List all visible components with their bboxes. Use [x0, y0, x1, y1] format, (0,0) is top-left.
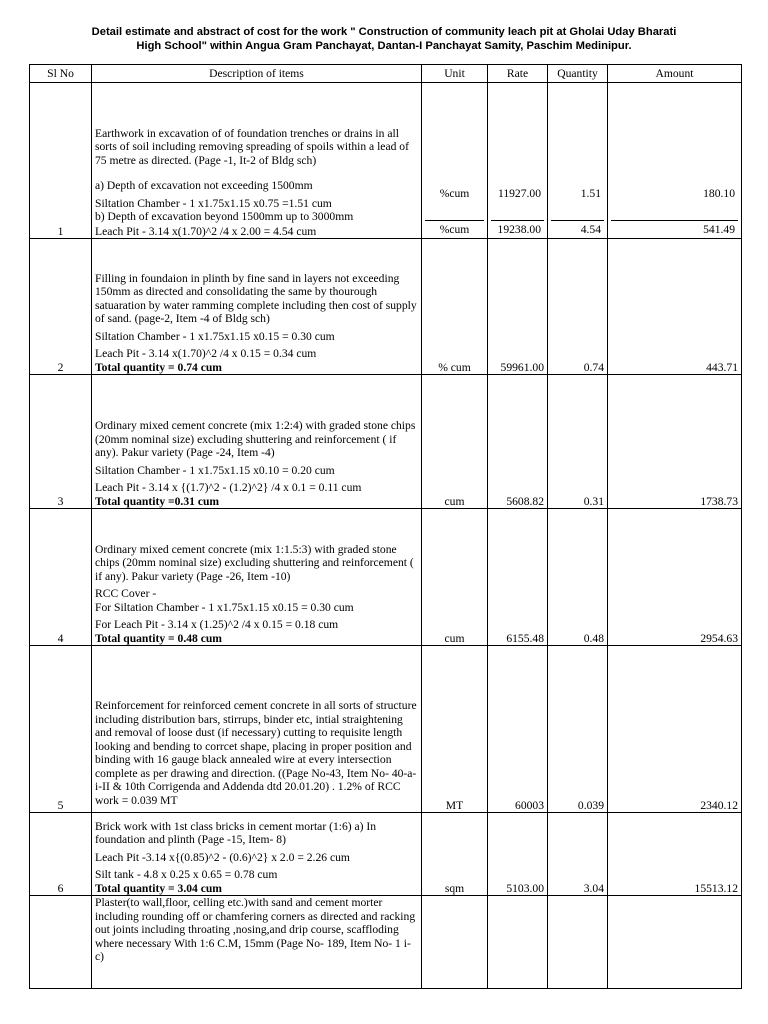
rate-value: 5103.00 [488, 813, 548, 896]
table-row [30, 239, 742, 375]
table-row [30, 83, 742, 239]
header-quantity: Quantity [548, 65, 608, 83]
item-text: Earthwork in excavation of of foundation trenches or drains in all sorts of soil including removing spreading of spoils within a lead of 75 metre as directed. (Page -1, It-2 of Bldg sch) [95, 126, 409, 167]
sl-no [30, 896, 92, 989]
table-row [30, 813, 742, 896]
unit-value: %cum [425, 220, 484, 238]
unit-value: cum [422, 375, 488, 509]
item-text: Reinforcement for reinforced cement concrete in all sorts of structure including distribution bars, stirrups, binder etc, intial straightening and removal of loose dust (if necessary) cutting to requisite length looking and bending to corrcet shape, placing in proper position and binding with 16 gauge black annealed wire at every intersection complete as per drawing and direction. ((Page No-43, Item No- 40-a-i-II & 10th Corrigenda and Addenda dtd 20.01.20) . 1.2% of RCC work = 0.039 MT [95, 699, 417, 807]
quantity-calc: For Leach Pit - 3.14 x (1.25)^2 /4 x 0.15 = 0.18 cum [95, 618, 339, 631]
quantity-value: 0.48 [548, 509, 608, 646]
quantity-calc: Silt tank - 4.8 x 0.25 x 0.65 = 0.78 cum [95, 868, 278, 881]
quantity-value [548, 896, 608, 989]
sl-no: 3 [30, 375, 92, 509]
quantity-value: 0.31 [548, 375, 608, 509]
amount-value: 541.49 [611, 220, 738, 238]
quantity-calc: Siltation Chamber - 1 x1.75x1.15 x0.75 =1.51 cum [95, 196, 332, 210]
amount-value [608, 896, 742, 989]
quantity-calc: Siltation Chamber - 1 x1.75x1.15 x0.15 = 0.30 cum [95, 329, 335, 343]
quantity-calc: Leach Pit - 3.14 x {(1.7)^2 - (1.2)^2} /4 x 0.1 = 0.11 cum [95, 481, 362, 494]
rate-value: 19238.00 [491, 220, 544, 238]
table-row [30, 896, 742, 989]
unit-value [422, 896, 488, 989]
total-quantity: Total quantity = 3.04 cum [95, 881, 222, 895]
total-quantity: Total quantity = 0.48 cum [95, 631, 222, 645]
sl-no: 5 [30, 646, 92, 813]
rate-value [488, 896, 548, 989]
quantity-calc: Leach Pit - 3.14 x(1.70)^2 /4 x 2.00 = 4.54 cum [95, 224, 317, 238]
header-sl-no: Sl No [30, 65, 92, 83]
header-row [30, 65, 742, 83]
sub-item-label: b) Depth of excavation beyond 1500mm up to 3000mm [95, 210, 354, 223]
item-description [92, 239, 422, 375]
unit-value: %cum [439, 187, 470, 200]
header-amount: Amount [608, 65, 742, 83]
unit-value: cum [422, 509, 488, 646]
quantity-value: 0.039 [548, 646, 608, 813]
item-description [92, 896, 422, 989]
unit-value: sqm [422, 813, 488, 896]
header-unit: Unit [422, 65, 488, 83]
quantity-value: 1.51 [580, 187, 601, 200]
item-description [92, 83, 422, 239]
table-row [30, 509, 742, 646]
sub-item-label: a) Depth of excavation not exceeding 1500mm [95, 179, 313, 192]
title-line-1: Detail estimate and abstract of cost for the work " Construction of community leach pit at Gholai Uday Bharati [91, 26, 677, 38]
sl-no: 1 [30, 83, 92, 239]
table-row [30, 646, 742, 813]
unit-value: MT [422, 646, 488, 813]
rate-value: 5608.82 [488, 375, 548, 509]
title-line-2: High School" within Angua Gram Panchayat, Dantan-I Panchayat Samity, Paschim Medinipur. [136, 40, 632, 52]
quantity-calc: Leach Pit - 3.14 x(1.70)^2 /4 x 0.15 = 0.34 cum [95, 347, 317, 360]
rate-value: 6155.48 [488, 509, 548, 646]
quantity-value: 4.54 [551, 220, 604, 238]
sl-no: 4 [30, 509, 92, 646]
estimate-table [29, 64, 742, 989]
rate-cell [488, 83, 548, 239]
rate-value: 11927.00 [497, 187, 541, 200]
amount-value: 180.10 [703, 187, 735, 200]
quantity-calc: For Siltation Chamber - 1 x1.75x1.15 x0.15 = 0.30 cum [95, 600, 354, 614]
quantity-calc: Leach Pit -3.14 x{(0.85)^2 - (0.6)^2} x 2.0 = 2.26 cum [95, 850, 350, 864]
item-description [92, 375, 422, 509]
item-text: Ordinary mixed cement concrete (mix 1:2:4) with graded stone chips (20mm nominal size) excluding shuttering and reinforcement ( if any). Pakur variety (Page -24, Item -4) [95, 419, 416, 459]
quantity-cell [548, 83, 608, 239]
amount-cell [608, 83, 742, 239]
total-quantity: Total quantity =0.31 cum [95, 494, 220, 508]
item-text: Plaster(to wall,floor, celling etc.)with sand and cement morter including rounding off or chamfering corners as directed and racking out joints including throating ,nosing,and drip course, scaffloding where necessary With 1:6 C.M, 15mm (Page No- 189, Item No- 1 i-c) [95, 896, 416, 963]
header-description: Description of items [92, 65, 422, 83]
amount-value: 2340.12 [608, 646, 742, 813]
quantity-value: 0.74 [548, 239, 608, 375]
item-description [92, 813, 422, 896]
amount-value: 15513.12 [608, 813, 742, 896]
quantity-calc: Siltation Chamber - 1 x1.75x1.15 x0.10 = 0.20 cum [95, 463, 335, 477]
quantity-calc: RCC Cover - [95, 587, 157, 600]
item-description [92, 646, 422, 813]
amount-value: 2954.63 [608, 509, 742, 646]
sl-no: 6 [30, 813, 92, 896]
amount-value: 443.71 [608, 239, 742, 375]
document-title [30, 25, 738, 53]
amount-value: 1738.73 [608, 375, 742, 509]
sl-no: 2 [30, 239, 92, 375]
header-rate: Rate [488, 65, 548, 83]
quantity-value: 3.04 [548, 813, 608, 896]
total-quantity: Total quantity = 0.74 cum [95, 360, 222, 374]
table-row [30, 375, 742, 509]
unit-cell [422, 83, 488, 239]
item-text: Ordinary mixed cement concrete (mix 1:1.5:3) with graded stone chips (20mm nominal size) excluding shuttering and reinforcement ( if any). Pakur variety (Page -26, Item -10) [95, 542, 414, 583]
rate-value: 59961.00 [488, 239, 548, 375]
rate-value: 60003 [488, 646, 548, 813]
item-description [92, 509, 422, 646]
unit-value: % cum [422, 239, 488, 375]
item-text: Brick work with 1st class bricks in cement mortar (1:6) a) In foundation and plinth (Page -15, Item- 8) [95, 819, 377, 846]
item-text: Filling in foundaion in plinth by fine sand in layers not exceeding 150mm as directed and consolidating the same by thourough satuaration by water ramming complete including then cost of supply of sand. (page-2, Item -4 of Bldg sch) [95, 271, 417, 325]
